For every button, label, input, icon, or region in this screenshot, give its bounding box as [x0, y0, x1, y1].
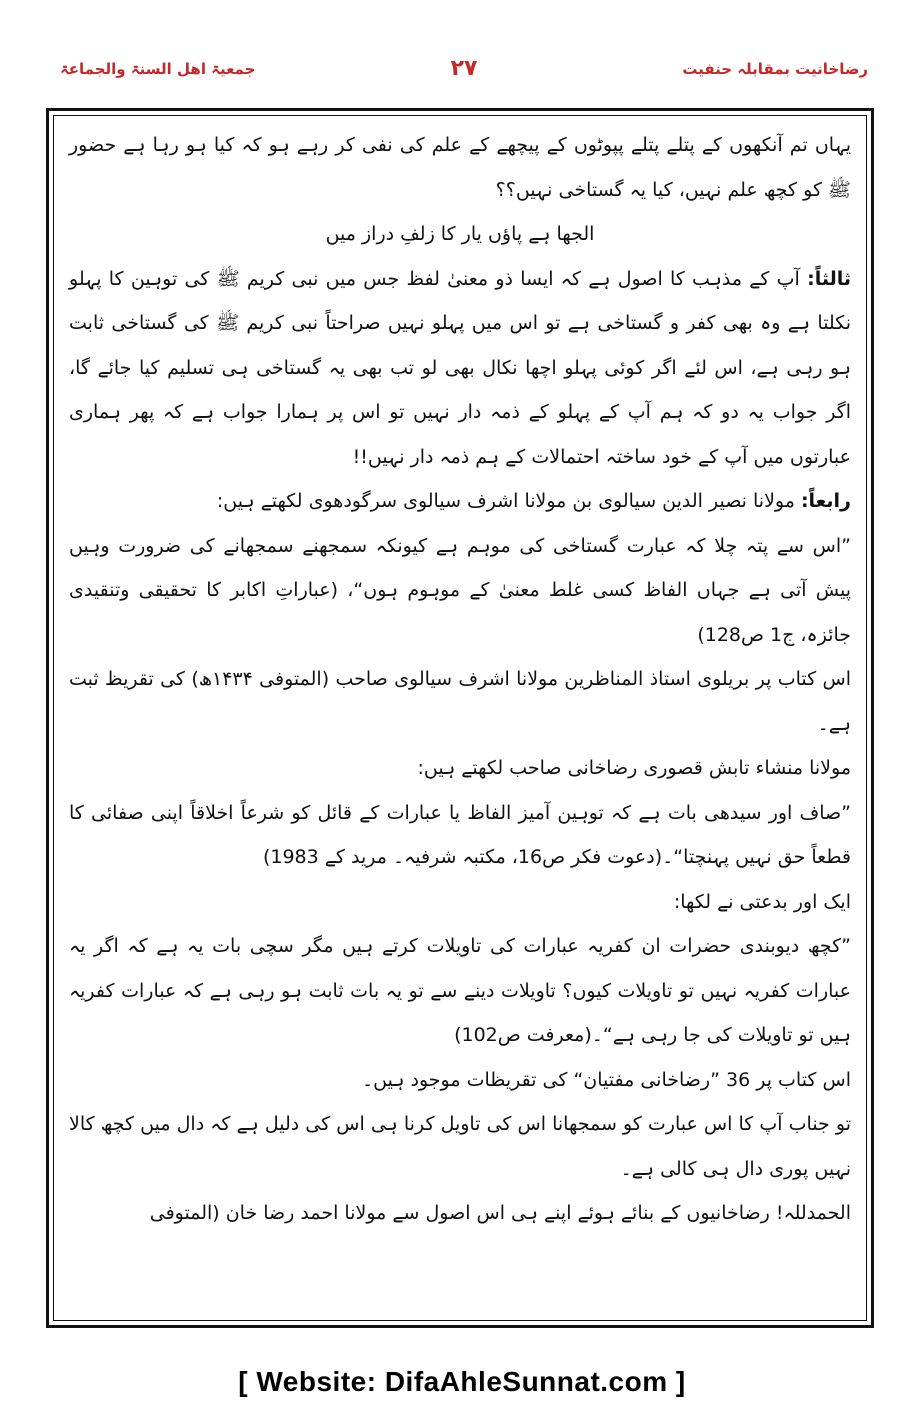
page-number: ۲۷	[450, 56, 478, 81]
paragraph-rabian	[69, 479, 851, 524]
page-body	[69, 123, 851, 1313]
paragraph-rabian-text: مولانا نصیر الدین سیالوی بن مولانا اشرف سیالوی سرگودھوی لکھتے ہیں:	[216, 490, 795, 512]
quote-qasuri: ”صاف اور سیدھی بات ہے کہ توہین آمیز الفاظ یا عبارات کے قائل کو شرعاً اخلاقاً اپنی صفائی کا قطعاً حق نہیں پہنچتا“۔(دعوت فکر ص16، مکتبہ شرفیہ۔ مرید کے 1983)	[69, 801, 851, 868]
paragraph-bidati-intro: ایک اور بدعتی نے لکھا:	[673, 890, 851, 913]
label-thalithan: ثالثاً:	[807, 267, 851, 290]
page-frame	[46, 108, 874, 1328]
website-footer: [ Website: DifaAhleSunnat.com ]	[238, 1366, 686, 1397]
paragraph-final: الحمدللہ! رضاخانیوں کے بنائے ہوئے اپنے ہی اس اصول سے مولانا احمد رضا خان (المتوفی	[149, 1202, 851, 1224]
paragraph-taqreez: اس کتاب پر بریلوی استاذ المناظرین مولانا اشرف سیالوی صاحب (المتوفی ۱۴۳۴ھ) کی تقریظ ثبت ہے۔	[69, 668, 851, 735]
paragraph-thalithan-text: آپ کے مذہب کا اصول ہے کہ ایسا ذو معنیٰ لفظ جس میں نبی کریم ﷺ کی توہین کا پہلو نکلتا ہے وہ بھی کفر و گستاخی ہے تو اس میں پہلو نہیں صراحتاً نبی کریم ﷺ کی گستاخی ثابت ہو رہی ہے، اس لئے اگر کوئی پہلو اچھا نکال بھی لو تب بھی یہ گستاخی ہی تسلیم کیا جائے گا، اگر جواب یہ دو کہ ہم آپ کے پہلو کے ذمہ دار نہیں تو اس پر ہمارا جواب ہے کہ پھر ہماری عبارتوں میں آپ کے خود ساختہ احتمالات کے ہم ذمہ دار نہیں!!	[69, 267, 851, 468]
paragraph-thalithan	[69, 257, 851, 480]
book-title: رضاخانیت بمقابلہ حنفیت	[682, 60, 868, 78]
quote-sialvi: ”اس سے پتہ چلا کہ عبارت گستاخی کی موہم ہے کیونکہ سمجھنے سمجھانے کی ضرورت وہیں پیش آتی ہے جہاں الفاظ کسی غلط معنیٰ کے موہوم ہوں“، (عباراتِ اکابر کا تحقیقی وتنقیدی جائزہ، ج1 ص128)	[69, 534, 851, 646]
publisher-name: جمعیۃ اهل السنۃ والجماعۃ	[60, 60, 256, 78]
verse-line: الجھا ہے پاؤں یار کا زلفِ دراز میں	[325, 223, 595, 245]
quote-marifat: ”کچھ دیوبندی حضرات ان کفریہ عبارات کی تاویلات کرتے ہیں مگر سچی بات یہ ہے کہ اگر یہ عبارات کفریہ نہیں تو تاویلات کیوں؟ تاویلات دینے سے تو یہ بات ثابت ہو رہی ہے کہ عبارات کفریہ ہیں تو تاویلات کی جا رہی ہے“۔(معرفت ص102)	[69, 935, 851, 1046]
paragraph-1: یہاں تم آنکھوں کے پتلے پتلے پپوٹوں کے پیچھے کے علم کی نفی کر رہے ہو کہ کیا ہو رہا ہے حضور ﷺ کو کچھ علم نہیں، کیا یہ گستاخی نہیں؟؟	[69, 134, 851, 201]
paragraph-qasuri-intro: مولانا منشاء تابش قصوری رضاخانی صاحب لکھتے ہیں:	[417, 757, 851, 779]
page-header	[60, 56, 868, 90]
paragraph-conclusion: تو جناب آپ کا اس عبارت کو سمجھانا اس کی تاویل کرنا ہی اس کی دلیل ہے کہ دال میں کچھ کالا نہیں پوری دال ہی کالی ہے۔	[69, 1113, 851, 1180]
paragraph-muftiyan: اس کتاب پر 36 ”رضاخانی مفتیان“ کی تقریظات موجود ہیں۔	[362, 1068, 851, 1091]
label-rabian: رابعاً:	[800, 490, 851, 512]
